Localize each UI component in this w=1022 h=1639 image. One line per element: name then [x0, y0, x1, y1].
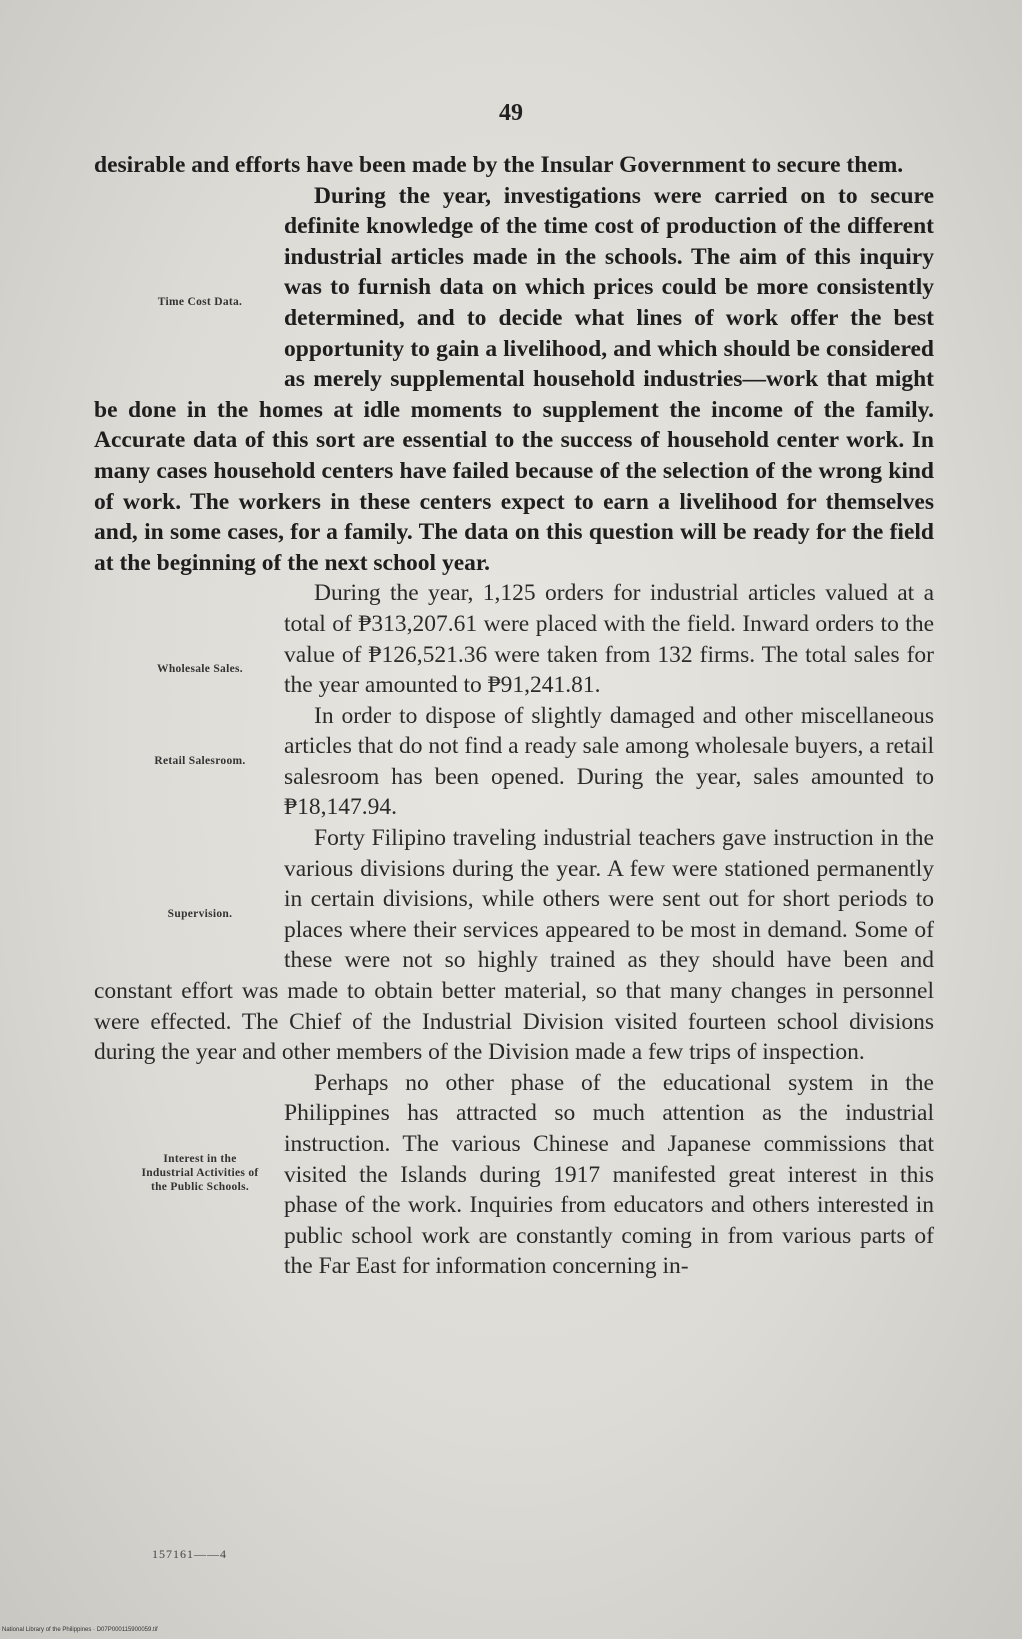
paragraph-wholesale: [94, 578, 934, 700]
library-credit: National Library of the Philippines · D07P000115900059.tif: [2, 1627, 158, 1633]
paragraph-continuation: desirable and efforts have been made by the Insular Government to secure them.: [94, 152, 904, 178]
margin-note-wholesale: Wholesale Sales.: [157, 663, 243, 676]
paragraph-interest: [94, 1068, 934, 1282]
footer-signature-code: 157161——4: [152, 1547, 227, 1561]
margin-note-supervision: Supervision.: [167, 908, 233, 921]
paragraph-retail-body: In order to dispose of slightly damaged and other miscellaneous articles that do not find a ready sale among wholesale buyers, a retail salesroom has been opened. During the year, sales amounted to ₱18,147.94.: [284, 702, 934, 821]
margin-note-time-cost: Time Cost Data.: [157, 295, 243, 308]
paragraph-interest-body: Perhaps no other phase of the educational system in the Philippines has attracted so much attention as the industrial instruction. The various Chinese and Japanese commissions that visited the Islands during 1917 manifested great interest in this phase of the work. Inquiries from educators and others interested in public school work are constantly coming in from various parts of the Far East for information concerning in-: [284, 1069, 934, 1280]
paragraph-time-cost-body: During the year, investigations were carried on to secure definite knowledge of the time cost of production of the different industrial articles made in the schools. The aim of this inquiry was to furnish data on which prices could be more consistently determined, and to decide what lines of work offer the best opportunity to gain a livelihood, and which should be considered as merely supplemental household industries—work that might be done in the homes at idle moments to supplement the income of the family. Accurate data of this sort are essential to the success of household center work. In many cases household centers have failed because of the selection of the wrong kind of work. The workers in these centers expect to earn a livelihood for themselves and, in some cases, for a family. The data on this question will be ready for the field at the beginning of the next school year.: [94, 182, 934, 576]
paragraph-time-cost-text: [94, 181, 934, 579]
margin-note-interest: Interest in the Industrial Activities of the Public Schools.: [141, 1152, 259, 1193]
paragraph-wholesale-body: During the year, 1,125 orders for industrial articles valued at a total of ₱313,207.61 were placed with the field. Inward orders to the value of ₱126,521.36 were taken from 132 firms. The total sales for the year amounted to ₱91,241.81.: [284, 580, 934, 699]
margin-note-retail: Retail Salesroom.: [154, 755, 246, 768]
paragraph-supervision-body: Forty Filipino traveling industrial teachers gave instruction in the various divisions during the year. A few were stationed permanently in certain divisions, while others were sent out for short periods to places where their services appeared to be most in demand. Some of these were not so highly trained as they should have been and constant effort was made to obtain better material, so that many changes in personnel were effected. The Chief of the Industrial Division visited fourteen school divisions during the year and other members of the Division made a few trips of inspection.: [94, 825, 934, 1066]
paragraph-time-cost: [94, 181, 934, 579]
body-text: [94, 150, 934, 1302]
page-number: 49: [499, 100, 523, 126]
paragraph-supervision: [94, 823, 934, 1068]
